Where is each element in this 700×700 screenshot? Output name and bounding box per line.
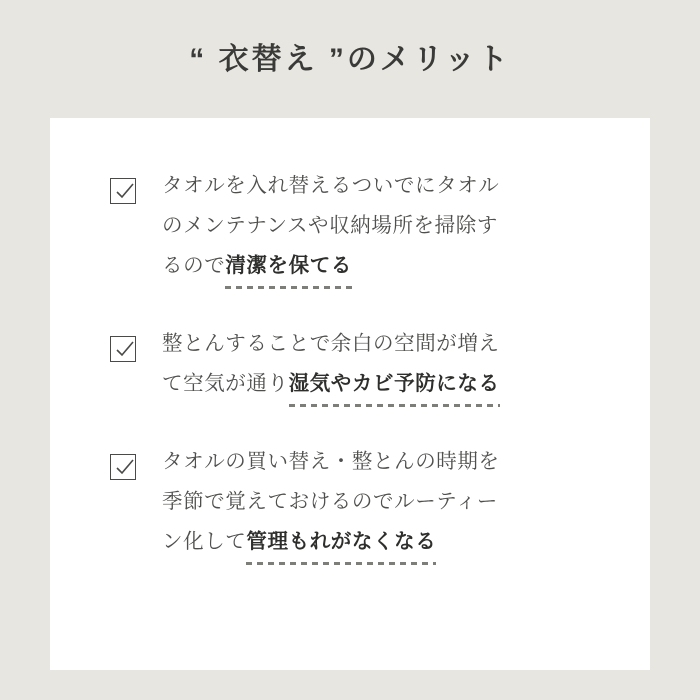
- page-title: “ 衣替え ”のメリット: [189, 43, 511, 76]
- list-item-text: [162, 166, 610, 286]
- text-prefix: るので: [162, 254, 226, 277]
- text-line: 整とんすることで余白の空間が増え: [162, 332, 500, 355]
- text-prefix: て空気が通り: [162, 372, 289, 395]
- list-item: [50, 324, 650, 404]
- text-line: タオルを入れ替えるついでにタオル: [162, 174, 500, 197]
- checkbox-checked-icon: [110, 336, 136, 362]
- benefits-list: [50, 166, 650, 600]
- text-line: [162, 364, 610, 404]
- list-item-text: [162, 442, 610, 562]
- emphasized-text: 清潔を保てる: [225, 246, 352, 286]
- checkbox-checked-icon: [110, 178, 136, 204]
- emphasized-text: 管理もれがなくなる: [246, 522, 436, 562]
- text-line: [162, 522, 610, 562]
- text-line: [162, 246, 610, 286]
- text-line: のメンテナンスや収納場所を掃除す: [162, 214, 498, 237]
- text-line: タオルの買い替え・整とんの時期を: [162, 450, 500, 473]
- list-item-text: [162, 324, 610, 404]
- list-item: [50, 442, 650, 562]
- text-line: 季節で覚えておけるのでルーティー: [162, 490, 498, 513]
- emphasized-text: 湿気やカビ予防になる: [289, 364, 500, 404]
- benefits-card: [50, 118, 650, 670]
- list-item: [50, 166, 650, 286]
- text-prefix: ン化して: [162, 530, 247, 553]
- checkbox-checked-icon: [110, 454, 136, 480]
